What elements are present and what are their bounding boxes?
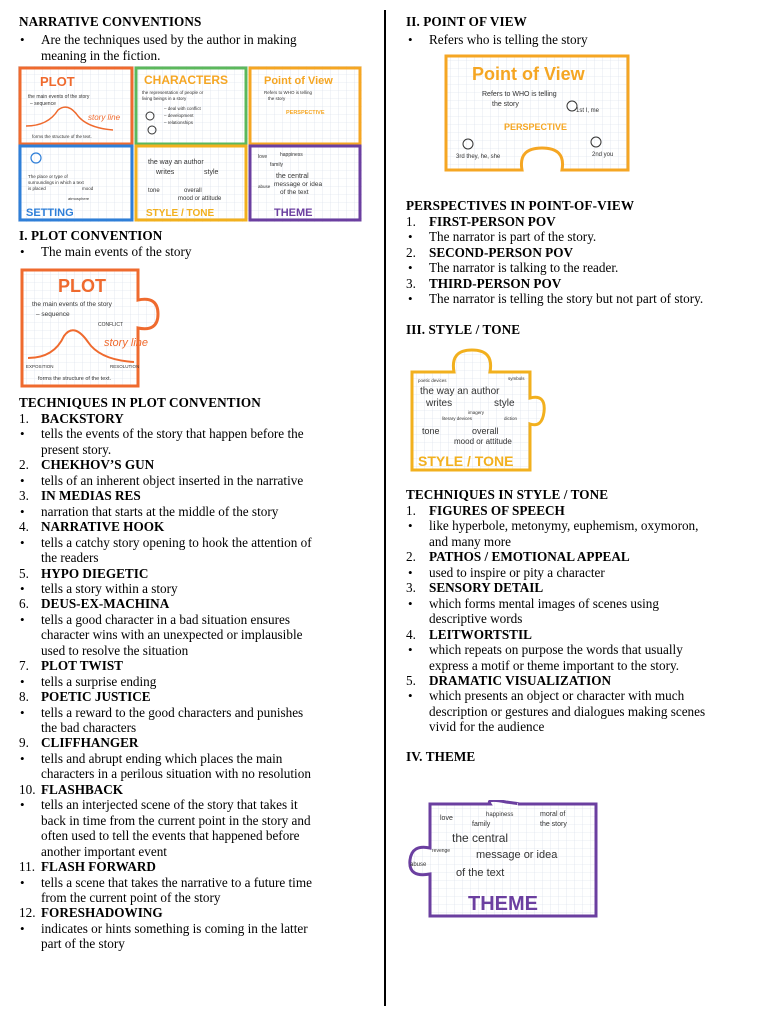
technique-term: POETIC JUSTICE	[41, 689, 151, 705]
style-image-overall: overall	[472, 426, 499, 436]
bullet-dot: •	[20, 534, 25, 550]
style-technique-desc-line: descriptive words	[429, 611, 523, 627]
technique-term: DEUS-EX-MACHINA	[41, 596, 170, 612]
item-number: 2.	[19, 457, 29, 473]
plot-image-exposition: EXPOSITION	[26, 364, 54, 369]
mini-style-title: STYLE / TONE	[146, 208, 215, 219]
theme-image-title: THEME	[468, 893, 538, 915]
narrative-bullet-text: Are the techniques used by the author in making meaning in the fiction.	[41, 32, 297, 63]
technique-term: IN MEDIAS RES	[41, 488, 141, 504]
mini-theme-family: family	[270, 162, 284, 168]
item-number: 7.	[19, 658, 29, 674]
mini-pov-perspective: PERSPECTIVE	[286, 110, 325, 116]
mini-setting-desc2: surroundings in which a text	[28, 180, 84, 185]
style-technique-desc-line: which forms mental images of scenes using	[429, 595, 659, 611]
mini-theme-line2: message or idea	[274, 181, 323, 188]
mini-theme-title: THEME	[274, 207, 313, 219]
pov-image-desc2: the story	[492, 101, 519, 108]
item-number: 9.	[19, 735, 29, 751]
mini-characters-title: CHARACTERS	[144, 73, 228, 87]
techniques-heading: TECHNIQUES IN PLOT CONVENTION	[19, 395, 261, 410]
mini-characters-b2: – development	[164, 113, 194, 118]
item-number: 1.	[406, 214, 416, 229]
bullet-dot: •	[20, 797, 25, 813]
style-technique-desc-line: express a motif or theme important to the story.	[429, 657, 680, 673]
bullet-dot: •	[408, 32, 413, 47]
mini-plot-storyline: story line	[88, 113, 121, 122]
mini-pov-desc2: the story	[268, 96, 286, 101]
technique-desc-line: characters in a perilous situation with no resolution	[41, 766, 311, 782]
pov-image-third: 3rd they, he, she	[456, 154, 501, 160]
technique-term: FORESHADOWING	[41, 905, 163, 921]
style-technique-desc-line: which repeats on purpose the words that usually	[429, 642, 683, 658]
style-puzzle-image	[408, 346, 546, 474]
bullet-dot: •	[408, 229, 413, 245]
style-image-tone: tone	[422, 426, 440, 436]
mini-style-line2: writes	[156, 169, 175, 176]
technique-desc-line: often used to tell the events that happened before	[41, 828, 300, 844]
style-technique-term: SENSORY DETAIL	[429, 580, 544, 596]
technique-desc-line: indicates or hints something is coming in the latter	[41, 920, 308, 936]
item-number: 10.	[19, 781, 36, 797]
technique-desc-line: tells a scene that takes the narrative to a future time	[41, 874, 312, 890]
pov-image-title: Point of View	[472, 64, 585, 84]
mini-plot-desc: the main events of the story	[28, 94, 90, 100]
bullet-dot: •	[408, 291, 413, 307]
bullet-dot: •	[408, 595, 413, 611]
mini-setting-title: SETTING	[26, 207, 74, 219]
bullet-dot: •	[20, 920, 25, 936]
style-image-mood: mood or attitude	[454, 437, 512, 446]
mini-characters-b1: – deal with conflict	[164, 106, 201, 111]
style-heading: III. STYLE / TONE	[406, 322, 521, 337]
technique-desc-line: character wins with an unexpected or implausible	[41, 627, 303, 643]
style-techniques-heading: TECHNIQUES IN STYLE / TONE	[406, 487, 609, 502]
mini-setting-atmosphere: atmosphere	[68, 196, 90, 201]
item-number: 12.	[19, 905, 36, 921]
plot-image-storyline: story line	[104, 337, 149, 349]
perspective-term: FIRST-PERSON POV	[429, 214, 556, 229]
bullet-dot: •	[20, 750, 25, 766]
mini-setting-mood: mood	[82, 186, 94, 191]
style-technique-term: FIGURES OF SPEECH	[429, 503, 565, 518]
style-image-diction: diction	[504, 416, 518, 421]
bullet-dot: •	[20, 704, 25, 720]
item-number: 1.	[19, 411, 29, 426]
item-number: 3.	[406, 275, 416, 291]
mini-theme-love: love	[258, 154, 268, 160]
mini-theme-happiness: happiness	[280, 152, 303, 158]
technique-desc-line: tells of an inherent object inserted in the narrative	[41, 472, 304, 488]
mini-characters-b3: – relationships	[164, 120, 194, 125]
theme-image-moral: moral of	[540, 811, 566, 818]
item-number: 4.	[406, 626, 416, 642]
mini-setting-desc1: The place or type of	[28, 174, 68, 179]
theme-image-love: love	[440, 815, 453, 822]
theme-image-family: family	[472, 821, 491, 828]
mini-setting-desc3: is placed	[28, 186, 46, 191]
item-number: 2.	[406, 244, 416, 260]
item-number: 5.	[406, 672, 416, 688]
bullet-dot: •	[408, 642, 413, 658]
item-number: 1.	[406, 503, 416, 518]
bullet-dot: •	[408, 260, 413, 276]
theme-image-happiness: happiness	[486, 812, 514, 818]
mini-style-mood: mood or attitude	[178, 196, 222, 202]
plot-bullet-text: The main events of the story	[41, 244, 192, 259]
bullet-dot: •	[20, 244, 25, 259]
mini-plot-footer: forms the structure of the text.	[32, 134, 92, 139]
bullet-dot: •	[20, 426, 25, 442]
technique-desc-line: tells a reward to the good characters and punishes	[41, 704, 304, 720]
item-number: 8.	[19, 689, 29, 705]
technique-desc-line: back in time from the current point in the story and	[41, 812, 311, 828]
item-number: 4.	[19, 519, 29, 535]
mini-style-tone: tone	[148, 188, 160, 194]
bullet-dot: •	[20, 874, 25, 890]
technique-desc-line: narration that starts at the middle of the story	[41, 503, 279, 519]
theme-image-line1: the central	[452, 831, 509, 845]
technique-desc-line: tells a story within a story	[41, 580, 178, 596]
style-technique-term: DRAMATIC VISUALIZATION	[429, 672, 612, 688]
style-image-literary: literary devices	[442, 416, 473, 421]
bullet-dot: •	[20, 611, 25, 627]
technique-term: FLASH FORWARD	[41, 859, 156, 875]
theme-image-line2: message or idea	[476, 849, 558, 861]
style-technique-desc-line: vivid for the audience	[429, 719, 545, 735]
item-number: 11.	[19, 859, 35, 875]
perspective-desc: The narrator is talking to the reader.	[429, 260, 619, 276]
technique-desc-line: tells a catchy story opening to hook the attention of	[41, 534, 312, 550]
bullet-dot: •	[20, 503, 25, 519]
theme-image-abuse: abuse	[410, 862, 427, 868]
bullet-dot: •	[408, 564, 413, 580]
plot-image-desc: the main events of the story	[32, 301, 112, 308]
style-technique-desc-line: and many more	[429, 533, 512, 549]
item-number: 6.	[19, 596, 29, 612]
bullet-dot: •	[408, 518, 413, 534]
mini-style-word: style	[204, 169, 219, 176]
style-image-line2: writes	[426, 398, 453, 409]
narrative-heading: NARRATIVE CONVENTIONS	[19, 14, 202, 29]
technique-term: CLIFFHANGER	[41, 735, 139, 751]
style-image-line1: the way an author	[420, 386, 500, 397]
style-technique-desc-line: used to inspire or pity a character	[429, 564, 605, 580]
mini-characters-desc2: living beings in a story	[142, 96, 187, 101]
mini-style-line1: the way an author	[148, 159, 204, 166]
style-technique-term: PATHOS / EMOTIONAL APPEAL	[429, 549, 630, 565]
technique-desc-line: used to resolve the situation	[41, 642, 189, 658]
technique-desc-line: the readers	[41, 550, 99, 566]
plot-image-seq: – sequence	[36, 311, 70, 318]
pov-image-second: 2nd you	[592, 152, 614, 158]
style-image-poetic: poetic devices	[418, 378, 447, 383]
item-number: 3.	[19, 488, 29, 504]
mini-theme-abuse: abuse	[258, 184, 271, 189]
technique-desc-line: another important event	[41, 843, 167, 859]
perspective-desc: The narrator is part of the story.	[429, 229, 597, 245]
bullet-dot: •	[20, 32, 25, 47]
item-number: 2.	[406, 549, 416, 565]
technique-term: CHEKHOV’S GUN	[41, 457, 155, 473]
technique-term: HYPO DIEGETIC	[41, 565, 149, 581]
plot-image-resolution: RESOLUTION	[110, 364, 140, 369]
bullet-dot: •	[20, 472, 25, 488]
mini-pov-title: Point of View	[264, 75, 333, 87]
technique-term: PLOT TWIST	[41, 658, 123, 674]
plot-image-conflict: CONFLICT	[98, 322, 123, 328]
technique-desc-line: tells and abrupt ending which places the main	[41, 750, 283, 766]
style-image-imagery: imagery	[468, 410, 485, 415]
plot-puzzle-image	[18, 266, 182, 390]
pov-image-first: 1st I, me	[576, 108, 600, 114]
technique-desc-line: the bad characters	[41, 720, 137, 735]
technique-desc-line: tells an interjected scene of the story that takes it	[41, 797, 298, 813]
plot-heading: I. PLOT CONVENTION	[19, 228, 163, 243]
plot-image-title: PLOT	[58, 276, 106, 296]
style-image-title: STYLE / TONE	[418, 453, 514, 469]
technique-term: BACKSTORY	[41, 411, 124, 426]
mini-characters-desc1: the representation of people or	[142, 90, 204, 95]
plot-image-footer: forms the structure of the text.	[38, 376, 112, 382]
pov-image-desc1: Refers to WHO is telling	[482, 91, 557, 98]
technique-desc-line: tells a surprise ending	[41, 673, 157, 689]
perspective-desc: The narrator is telling the story but not part of story.	[429, 291, 704, 307]
style-image-word: style	[494, 398, 515, 409]
mini-pov-desc1: Refers to WHO is telling	[264, 90, 313, 95]
mini-theme-line3: of the text	[280, 189, 309, 196]
technique-desc-line: tells a good character in a bad situation ensures	[41, 611, 291, 627]
mini-theme-line1: the central	[276, 173, 309, 180]
column-divider	[384, 10, 386, 1006]
style-technique-desc-line: like hyperbole, metonymy, euphemism, oxymoron,	[429, 518, 699, 534]
mini-style-overall: overall	[184, 188, 202, 194]
bullet-dot: •	[20, 580, 25, 596]
style-image-symbols: symbols	[508, 376, 525, 381]
perspective-term: THIRD-PERSON POV	[429, 275, 562, 291]
style-technique-term: LEITWORTSTIL	[429, 626, 532, 642]
theme-image-revenge: revenge	[432, 848, 451, 854]
style-technique-desc-line: description or gestures and dialogues making scenes	[429, 703, 706, 719]
theme-heading: IV. THEME	[406, 749, 476, 764]
bullet-dot: •	[408, 688, 413, 704]
technique-desc-line: present story.	[41, 441, 112, 457]
theme-image-line3: of the text	[456, 867, 505, 879]
bullet-dot: •	[20, 673, 25, 689]
pov-puzzle-image	[442, 52, 632, 174]
pov-heading: II. POINT OF VIEW	[406, 14, 527, 29]
theme-puzzle-image	[406, 800, 600, 920]
technique-desc-line: part of the story	[41, 936, 125, 952]
perspective-term: SECOND-PERSON POV	[429, 244, 573, 260]
perspectives-heading: PERSPECTIVES IN POINT-OF-VIEW	[406, 198, 635, 213]
technique-term: FLASHBACK	[41, 781, 124, 797]
mini-plot-seq: – sequence	[30, 101, 56, 107]
conventions-puzzle-image	[18, 66, 362, 222]
pov-bullet-text: Refers who is telling the story	[429, 32, 588, 47]
style-technique-desc-line: which presents an object or character with much	[429, 688, 685, 704]
theme-image-moral2: the story	[540, 821, 567, 828]
pov-image-perspective: PERSPECTIVE	[504, 122, 568, 132]
technique-desc-line: from the current point of the story	[41, 889, 221, 905]
item-number: 3.	[406, 580, 416, 596]
technique-desc-line: tells the events of the story that happen before the	[41, 426, 304, 442]
technique-term: NARRATIVE HOOK	[41, 519, 165, 535]
mini-plot-title: PLOT	[40, 74, 75, 89]
item-number: 5.	[19, 565, 29, 581]
